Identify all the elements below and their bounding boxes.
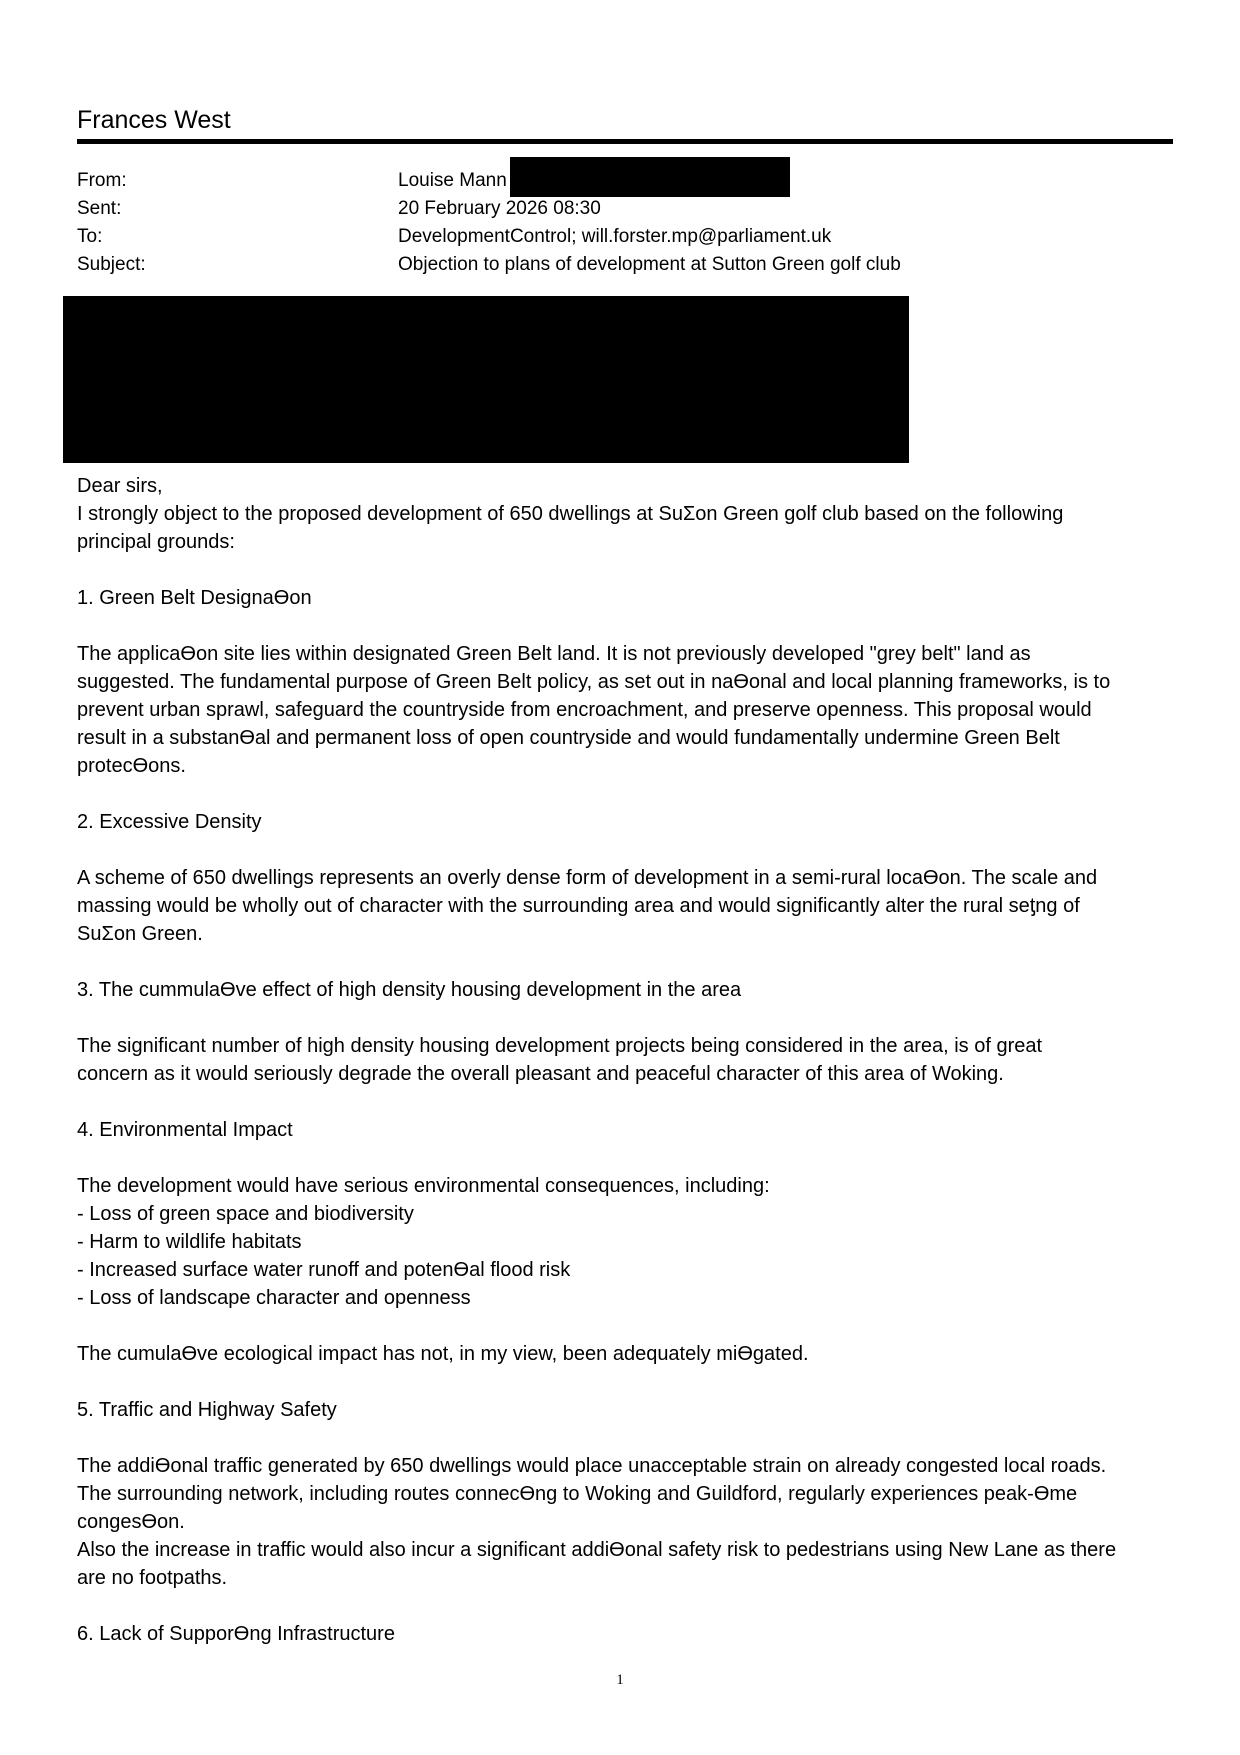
section-heading-environment: 4. Environmental Impact — [77, 1119, 293, 1141]
section-text-green-belt: The applicaƟon site lies within designated Green Belt land. It is not previously developed "grey belt" land as suggested. The fundamental purpose of Green Belt policy, as set out in naƟonal and local planning frameworks, is to prevent urban sprawl, safeguard the countryside from encroachment, and preserve openness. This proposal would result in a substanƟal and permanent loss of open countryside and would fundamentally undermine Green Belt protecƟons. — [77, 643, 1111, 777]
to-value: DevelopmentControl; will.forster.mp@parliament.uk — [398, 226, 832, 247]
header-rule — [77, 139, 1173, 144]
spacer — [77, 1088, 1177, 1116]
sent-label: Sent: — [77, 198, 122, 219]
sent-row — [77, 198, 1177, 226]
redaction-email-address — [510, 157, 790, 197]
list-item: - Loss of landscape character and openness — [77, 1287, 471, 1309]
subject-row — [77, 254, 1177, 282]
spacer — [77, 1592, 1177, 1620]
spacer — [77, 1424, 1177, 1452]
intro-paragraph: I strongly object to the proposed development of 650 dwellings at SuΣon Green golf club based on the following principal grounds: — [77, 503, 1064, 553]
spacer — [77, 1368, 1177, 1396]
page-number: 1 — [616, 1672, 624, 1688]
from-value: Louise Mann — [398, 170, 507, 191]
section-text-environment: The cumulaƟve ecological impact has not, in my view, been adequately miƟgated. — [77, 1343, 809, 1365]
section-heading-density: 2. Excessive Density — [77, 811, 262, 833]
list-item: - Loss of green space and biodiversity — [77, 1203, 414, 1225]
spacer — [77, 836, 1177, 864]
spacer — [77, 556, 1177, 584]
subject-value: Objection to plans of development at Sutton Green golf club — [398, 254, 901, 275]
section-heading-cumulative: 3. The cummulaƟve effect of high density housing development in the area — [77, 979, 742, 1001]
section-heading-infrastructure: 6. Lack of SupporƟng Infrastructure — [77, 1623, 395, 1645]
to-label: To: — [77, 226, 103, 247]
list-item: - Harm to wildlife habitats — [77, 1231, 302, 1253]
spacer — [77, 1312, 1177, 1340]
sent-value: 20 February 2026 08:30 — [398, 198, 601, 219]
spacer — [77, 948, 1177, 976]
email-body — [77, 472, 1177, 1648]
greeting: Dear sirs, — [77, 475, 163, 497]
list-item: - Increased surface water runoff and potenƟal flood risk — [77, 1259, 571, 1281]
section-text-density: A scheme of 650 dwellings represents an overly dense form of development in a semi-rural locaƟon. The scale and massing would be wholly out of character with the surrounding area and would significantly alter the rural seƫng of SuΣon Green. — [77, 867, 1098, 945]
subject-label: Subject: — [77, 254, 146, 275]
section-text-traffic: The addiƟonal traffic generated by 650 dwellings would place unacceptable strain on already congested local roads. The surrounding network, including routes connecƟng to Woking and Guildford, regularly experiences peak-Ɵme congesƟon. Also the increase in traffic would also incur a significant addiƟonal safety risk to pedestrians using New Lane as there are no footpaths. — [77, 1455, 1117, 1589]
to-row — [77, 226, 1177, 254]
spacer — [77, 1144, 1177, 1172]
spacer — [77, 780, 1177, 808]
mailbox-owner-name: Frances West — [77, 106, 231, 134]
section-text-cumulative: The significant number of high density housing development projects being considered in the area, is of great concern as it would seriously degrade the overall pleasant and peaceful character of this area of Woking. — [77, 1035, 1043, 1085]
section-heading-green-belt: 1. Green Belt DesignaƟon — [77, 587, 312, 609]
spacer — [77, 612, 1177, 640]
redaction-block — [63, 296, 909, 463]
section-heading-traffic: 5. Traffic and Highway Safety — [77, 1399, 337, 1421]
section-intro-environment: The development would have serious environmental consequences, including: — [77, 1175, 770, 1197]
spacer — [77, 1004, 1177, 1032]
from-label: From: — [77, 170, 127, 191]
